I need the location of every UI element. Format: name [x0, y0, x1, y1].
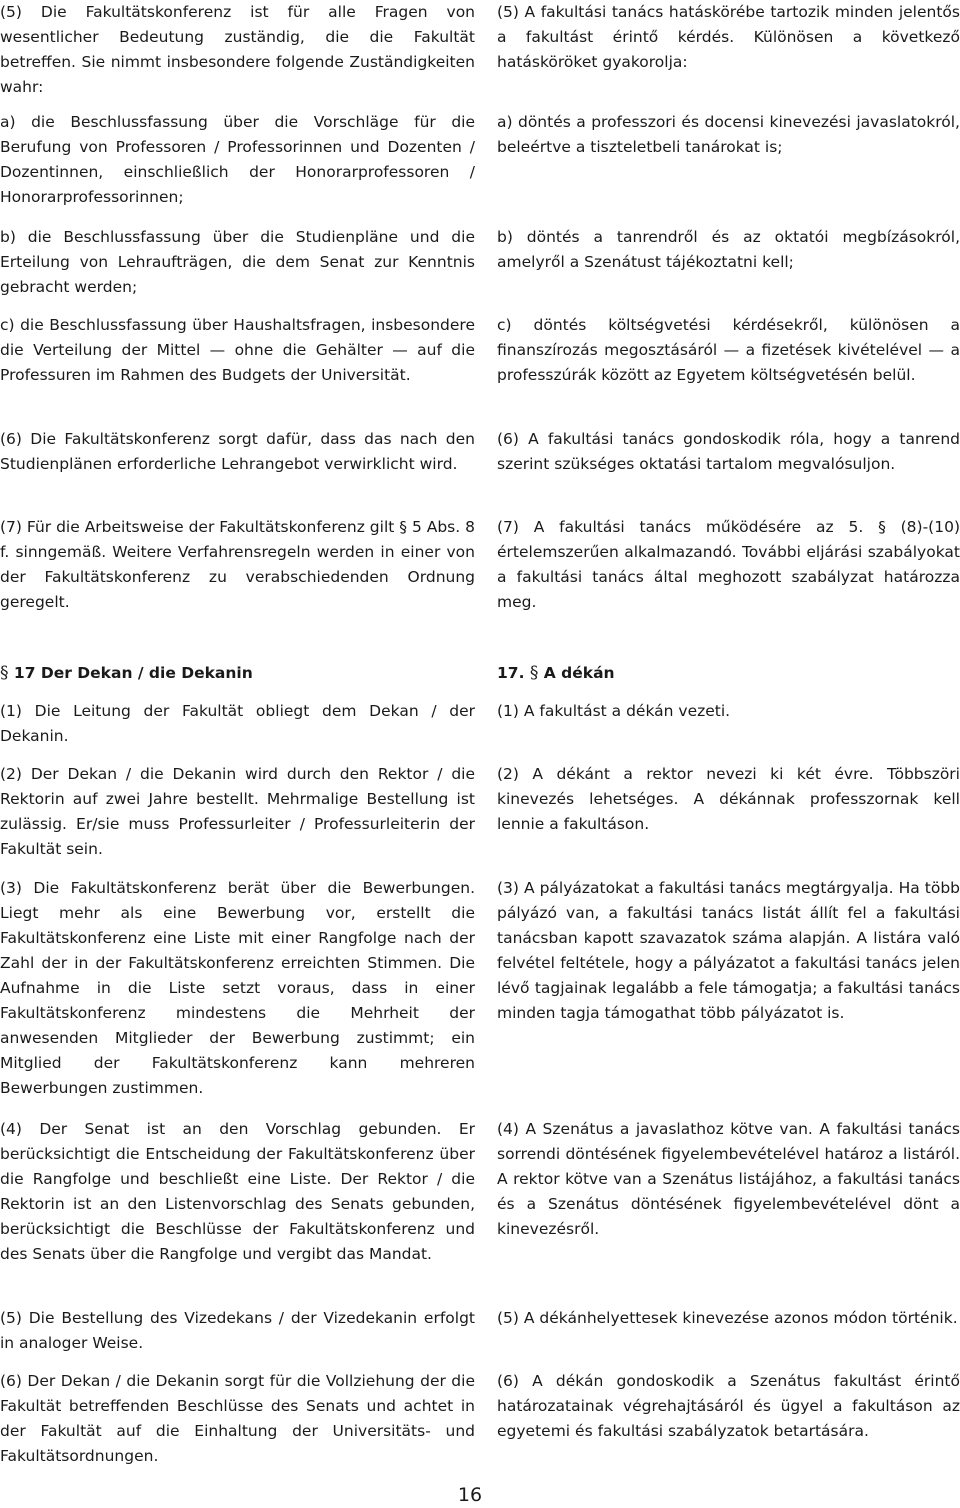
- hu-section-17-para-3: (3) A pályázatokat a fakultási tanács megtárgyalja. Ha több pályázó van, a fakultási tanács listát állít fel a fakultási tanácsban kapott szavazatok száma alapján. A listára való felvétel feltétele, hogy a pályázatot a fakultási tanács jelen lévő tagjainak legalább a fele támogatja; a fakultási tanács minden tagja támogathat több pályázatot is.: [497, 879, 960, 1022]
- hu-item-a: a) döntés a professzori és docensi kinevezési javaslatokról, beleértve a tiszteletbeli tanárokat is;: [497, 113, 960, 156]
- de-section-17-para-1: (1) Die Leitung der Fakultät obliegt dem Dekan / der Dekanin.: [0, 702, 475, 745]
- de-item-a: a) die Beschlussfassung über die Vorschläge für die Berufung von Professoren / Professorinnen und Dozenten / Dozentinnen, einschließlich der Honorarprofessoren / Honorarprofessorinnen;: [0, 113, 475, 206]
- de-section-heading: [0, 661, 253, 686]
- hu-paragraph-6: (6) A fakultási tanács gondoskodik róla, hogy a tanrend szerint szükséges oktatási tartalom megvalósuljon.: [497, 430, 960, 473]
- hu-section-heading: [497, 661, 615, 686]
- de-section-17-para-3: (3) Die Fakultätskonferenz berät über die Bewerbungen. Liegt mehr als eine Bewerbung vor, erstellt die Fakultätskonferenz eine Liste mit einer Rangfolge nach der Zahl der in der Fakultätskonferenz erreichten Stimmen. Die Aufnahme in die Liste setzt voraus, dass in einer Fakultätskonferenz mindestens die Mehrheit der anwesenden Mitglieder der Bewerbung zustimmt; ein Mitglied der Fakultätskonferenz kann mehreren Bewerbungen zustimmen.: [0, 879, 475, 1097]
- de-paragraph-5-intro: (5) Die Fakultätskonferenz ist für alle Fragen von wesentlicher Bedeutung zuständig, die die Fakultät betreffen. Sie nimmt insbesondere folgende Zuständigkeiten wahr:: [0, 3, 475, 96]
- hu-section-17-para-1: (1) A fakultást a dékán vezeti.: [497, 702, 731, 720]
- de-item-b: b) die Beschlussfassung über die Studienpläne und die Erteilung von Lehraufträgen, die dem Senat zur Kenntnis gebracht werden;: [0, 228, 475, 296]
- hu-section-title: A dékán: [543, 664, 615, 682]
- de-section-sign: §: [0, 663, 9, 683]
- hu-section-17-para-2: (2) A dékánt a rektor nevezi ki két évre. Többszöri kinevezés lehetséges. A dékánnak professzornak kell lennie a fakultáson.: [497, 765, 960, 833]
- hu-item-c: c) döntés költségvetési kérdésekről, különösen a finanszírozás megosztásáról — a fizetések kivételével — a professzúrák között az Egyetem költségvetésén belül.: [497, 316, 960, 384]
- hu-section-17-para-6: (6) A dékán gondoskodik a Szenátus fakultást érintő határozatainak végrehajtásáról és ügyel a fakultáson az egyetemi és fakultási szabályzatok betartására.: [497, 1372, 960, 1440]
- de-paragraph-7: (7) Für die Arbeitsweise der Fakultätskonferenz gilt § 5 Abs. 8 f. sinngemäß. Weitere Verfahrensregeln werden in einer von der Fakultätskonferenz zu verabschiedenden Ordnung geregelt.: [0, 518, 475, 611]
- de-item-c: c) die Beschlussfassung über Haushaltsfragen, insbesondere die Verteilung der Mittel — ohne die Gehälter — auf die Professuren im Rahmen des Budgets der Universität.: [0, 316, 475, 384]
- de-section-17-para-2: (2) Der Dekan / die Dekanin wird durch den Rektor / die Rektorin auf zwei Jahre bestellt. Mehrmalige Bestellung ist zulässig. Er/sie muss Professurleiter / Professurleiterin der Fakultät sein.: [0, 765, 475, 858]
- hu-section-17-para-4: (4) A Szenátus a javaslathoz kötve van. A fakultási tanács sorrendi döntésének figyelembevételével határoz a listáról. A rektor kötve van a Szenátus listájához, a fakultási tanács és a Szenátus döntésének figyelembevételével dönt a kinevezésről.: [497, 1120, 960, 1238]
- hu-section-number: 17.: [497, 664, 525, 682]
- de-section-title: 17 Der Dekan / die Dekanin: [13, 664, 253, 682]
- hu-section-17-para-5: (5) A dékánhelyettesek kinevezése azonos módon történik.: [497, 1309, 958, 1327]
- hu-item-b: b) döntés a tanrendről és az oktatói megbízásokról, amelyről a Szenátust tájékoztatni kell;: [497, 228, 960, 271]
- page-number: 16: [457, 1484, 483, 1506]
- hu-paragraph-5-intro: (5) A fakultási tanács hatáskörébe tartozik minden jelentős a fakultást érintő kérdés. Különösen a következő hatásköröket gyakorolja:: [497, 3, 960, 71]
- de-section-17-para-6: (6) Der Dekan / die Dekanin sorgt für die Vollziehung der die Fakultät betreffenden Beschlüsse des Senats und achtet in der Fakultät auf die Einhaltung der Universitäts- und Fakultätsordnungen.: [0, 1372, 475, 1465]
- hu-paragraph-7: (7) A fakultási tanács működésére az 5. § (8)-(10) értelemszerűen alkalmazandó. További eljárási szabályokat a fakultási tanács által meghozott szabályzat határozza meg.: [497, 518, 960, 611]
- hu-section-sign: §: [529, 663, 539, 683]
- de-section-17-para-5: (5) Die Bestellung des Vizedekans / der Vizedekanin erfolgt in analoger Weise.: [0, 1309, 475, 1352]
- de-paragraph-6: (6) Die Fakultätskonferenz sorgt dafür, dass das nach den Studienplänen erforderliche Lehrangebot verwirklicht wird.: [0, 430, 475, 473]
- de-section-17-para-4: (4) Der Senat ist an den Vorschlag gebunden. Er berücksichtigt die Entscheidung der Fakultätskonferenz über die Rangfolge und beschließt eine Liste. Der Rektor / die Rektorin ist an den Listenvorschlag des Senats gebunden, berücksichtigt die Beschlüsse der Fakultätskonferenz und des Senats über die Rangfolge und vergibt das Mandat.: [0, 1120, 475, 1263]
